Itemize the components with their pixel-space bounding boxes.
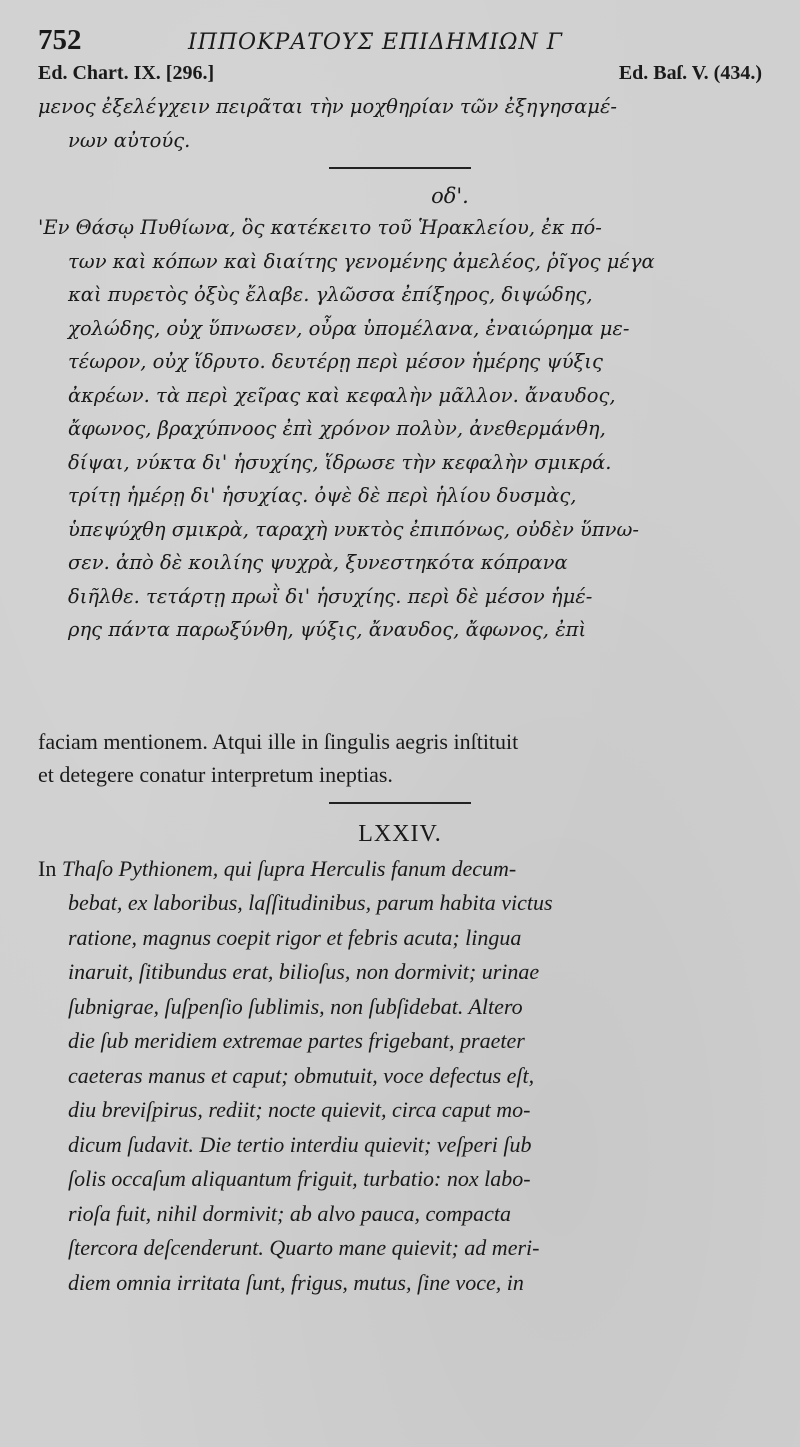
column-gap bbox=[38, 647, 762, 725]
text-line: et detegere conatur interpretum ineptias. bbox=[38, 762, 393, 787]
lead-word: In bbox=[38, 855, 57, 881]
text-line: 'Εν Θάσῳ Πυθίωνα, ὃς κατέκειτο τοῦ Ἡρακλείου, ἐκ πό- bbox=[38, 216, 602, 239]
text-line: τέωρον, οὐχ ἵδρυτο. δευτέρῃ περὶ μέσον ἡμέρης ψύξις bbox=[68, 350, 603, 373]
section-divider bbox=[329, 802, 471, 804]
page-number: 752 bbox=[38, 24, 82, 56]
greek-top-paragraph bbox=[38, 90, 762, 157]
text-line: μενος ἐξελέγχειν πειρᾶται τὴν μοχθηρίαν τῶν ἐξηγησαμέ- bbox=[38, 95, 618, 118]
running-title: ΙΠΠΟΚΡΑΤΟΥΣ ΕΠΙΔΗΜΙΩΝ Γ bbox=[188, 30, 563, 55]
text-line: δίψαι, νύκτα δι' ἡσυχίης, ἵδρωσε τὴν κεφαλὴν σμικρά. bbox=[68, 450, 612, 474]
text-line: ſtercora deſcenderunt. Quarto mane quievit; ad meri- bbox=[68, 1235, 540, 1260]
text-line: ſolis occaſum aliquantum friguit, turbatio: nox labo- bbox=[68, 1166, 531, 1191]
greek-section-number: οδ'. bbox=[431, 184, 469, 208]
text-line: diu breviſpirus, rediit; nocte quievit, circa caput mo- bbox=[68, 1097, 531, 1122]
text-line: τρίτῃ ἡμέρῃ δι' ἡσυχίας. ὀψὲ δὲ περὶ ἡλίου δυσμὰς, bbox=[68, 484, 577, 507]
text-line: die ſub meridiem extremae partes frigebant, praeter bbox=[68, 1028, 525, 1053]
section-divider bbox=[329, 167, 471, 169]
text-line: νων αὐτούς. bbox=[68, 128, 191, 152]
latin-section-number: LXXIV. bbox=[358, 820, 442, 847]
text-line: dicum ſudavit. Die tertio interdiu quievit; veſperi ſub bbox=[68, 1131, 532, 1157]
text-line: ratione, magnus coepit rigor et febris acuta; lingua bbox=[68, 924, 522, 950]
latin-body-paragraph bbox=[38, 852, 762, 1301]
text-line: ſubnigrae, ſuſpenſio ſublimis, non ſubſidebat. Altero bbox=[68, 993, 523, 1019]
text-line: των καὶ κόπων καὶ διαίτης γενομένης ἀμελέος, ῥῖγος μέγα bbox=[68, 249, 655, 273]
text-line: ρης πάντα παρωξύνθη, ψύξις, ἄναυδος, ἄφωνος, ἐπὶ bbox=[68, 618, 587, 641]
text-line: διῆλθε. τετάρτῃ πρωῒ δι' ἡσυχίης. περὶ δὲ μέσον ἡμέ- bbox=[68, 584, 593, 608]
text-line: ἀκρέων. τὰ περὶ χεῖρας καὶ κεφαλὴν μᾶλλον. ἄναυδος, bbox=[68, 383, 616, 407]
text-line: diem omnia irritata ſunt, frigus, mutus, ſine voce, in bbox=[68, 1269, 524, 1295]
text-line: χολώδης, οὐχ ὕπνωσεν, οὖρα ὑπομέλανα, ἐναιώρημα με- bbox=[68, 316, 630, 340]
text-line: caeteras manus et caput; obmutuit, voce defectus eſt, bbox=[68, 1062, 535, 1088]
text-line: καὶ πυρετὸς ὀξὺς ἔλαβε. γλῶσσα ἐπίξηρος, διψώδης, bbox=[68, 283, 593, 306]
greek-body-paragraph bbox=[38, 211, 762, 647]
text-line: ὑπεψύχθη σμικρὰ, ταραχὴ νυκτὸς ἐπιπόνως, οὐδὲν ὕπνω- bbox=[68, 517, 640, 541]
running-head bbox=[38, 24, 762, 60]
text-line: bebat, ex laboribus, laſſitudinibus, parum habita victus bbox=[68, 890, 553, 915]
text-line: rioſa fuit, nihil dormivit; ab alvo pauca, compacta bbox=[68, 1200, 512, 1226]
text-line: faciam mentionem. Atqui ille in ſingulis aegris inſtituit bbox=[38, 728, 519, 754]
edition-line bbox=[38, 62, 762, 90]
first-line-text: Thaſo Pythionem, qui ſupra Herculis fanum decum- bbox=[61, 855, 517, 881]
edition-right: Ed. Baſ. V. (434.) bbox=[618, 62, 762, 84]
text-line: σεν. ἀπὸ δὲ κοιλίης ψυχρὰ, ξυνεστηκότα κόπρανα bbox=[68, 551, 568, 574]
text-line: ἄφωνος, βραχύπνοος ἐπὶ χρόνον πολὺν, ἀνεθερμάνθη, bbox=[68, 417, 606, 440]
edition-left: Ed. Chart. IX. [296.] bbox=[38, 62, 215, 84]
text-line: inaruit, ſitibundus erat, bilioſus, non dormivit; urinae bbox=[68, 959, 540, 984]
text-line bbox=[38, 852, 762, 887]
latin-top-paragraph bbox=[38, 725, 762, 792]
